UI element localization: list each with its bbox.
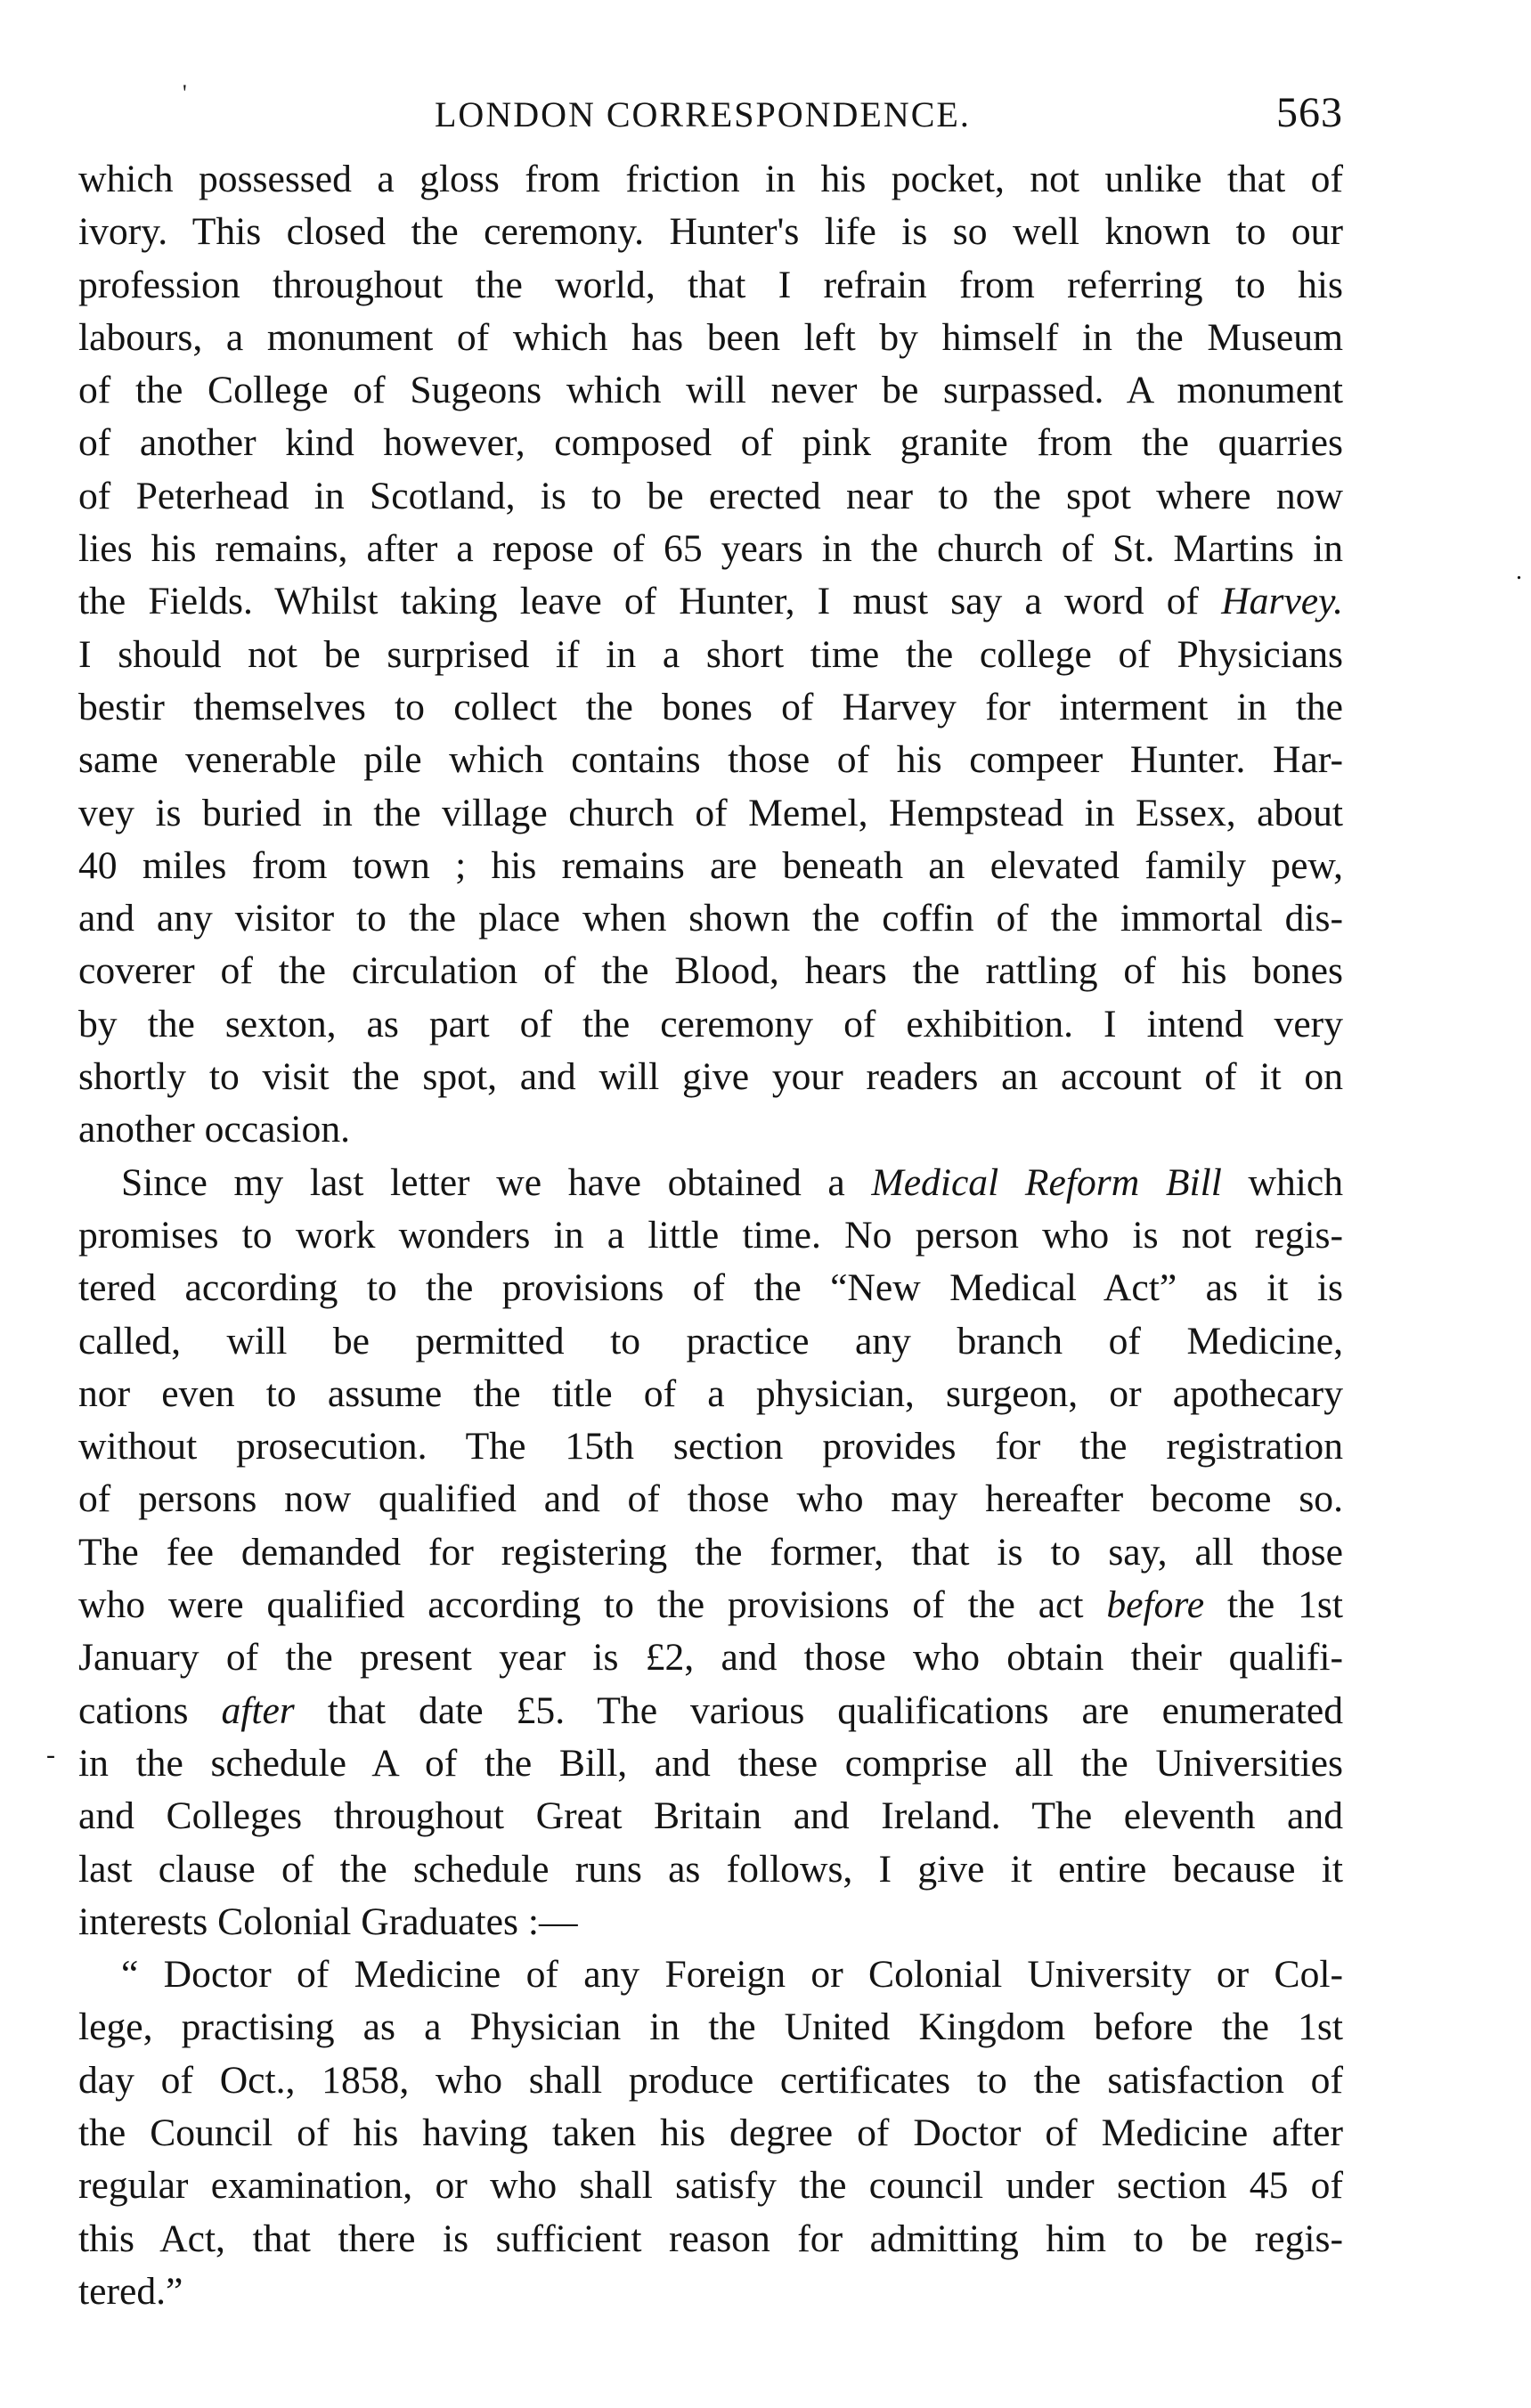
text-segment: cations bbox=[78, 1688, 222, 1732]
text-line: of the College of Sugeons which will never be surpassed. A monument bbox=[78, 369, 1343, 412]
text-line: lege, practising as a Physician in the United Kingdom before the 1st bbox=[78, 2005, 1343, 2049]
text-segment: that date £5. The various qualifications are enumerated bbox=[294, 1688, 1343, 1732]
text-line: profession throughout the world, that I refrain from referring to his bbox=[78, 263, 1343, 306]
top-margin-mark: ' bbox=[183, 80, 187, 106]
text-segment: who were qualified according to the provisions of the act bbox=[78, 1583, 1107, 1627]
text-line: without prosecution. The 15th section provides for the registration bbox=[78, 1425, 1343, 1468]
text-line bbox=[78, 1579, 1343, 1631]
text-line: regular examination, or who shall satisfy the council under section 45 of bbox=[78, 2164, 1343, 2208]
left-margin-mark: - bbox=[46, 1740, 55, 1769]
text-line bbox=[78, 575, 1343, 628]
text-line: January of the present year is £2, and those who obtain their qualifi- bbox=[78, 1636, 1343, 1680]
italic-text: before bbox=[1106, 1583, 1205, 1627]
text-line: last clause of the schedule runs as follows, I give it entire because it bbox=[78, 1847, 1343, 1891]
italic-text: after bbox=[221, 1688, 295, 1732]
text-line: bestir themselves to collect the bones of Harvey for interment in the bbox=[78, 685, 1343, 728]
text-line: labours, a monument of which has been left by himself in the Museum bbox=[78, 315, 1343, 359]
right-margin-mark: . bbox=[1516, 557, 1522, 585]
text-line: The fee demanded for registering the former, that is to say, all those bbox=[78, 1530, 1343, 1574]
text-line: in the schedule A of the Bill, and these comprise all the Universities bbox=[78, 1741, 1343, 1785]
text-line: another occasion. bbox=[78, 1108, 351, 1151]
text-line: 40 miles from town ; his remains are beneath an elevated family pew, bbox=[78, 843, 1343, 887]
text-line: this Act, that there is sufficient reason for admitting him to be regis- bbox=[78, 2217, 1343, 2260]
text-line: called, will be permitted to practice any branch of Medicine, bbox=[78, 1319, 1343, 1363]
text-line: and any visitor to the place when shown the coffin of the immortal dis- bbox=[78, 897, 1343, 940]
text-line: of another kind however, composed of pink granite from the quarries bbox=[78, 421, 1343, 465]
text-line: interests Colonial Graduates :— bbox=[78, 1900, 578, 1943]
text-line: promises to work wonders in a little time. No person who is not regis- bbox=[78, 1213, 1343, 1257]
text-segment: Since my last letter we have obtained a bbox=[121, 1160, 872, 1204]
text-line: which possessed a gloss from friction in his pocket, not unlike that of bbox=[78, 158, 1343, 200]
text-line: lies his remains, after a repose of 65 years in the church of St. Martins in bbox=[78, 527, 1343, 571]
italic-text: Medical Reform Bill bbox=[871, 1160, 1222, 1204]
text-line bbox=[78, 1685, 1343, 1737]
page-number: 563 bbox=[1276, 89, 1343, 136]
text-segment: which bbox=[1221, 1160, 1343, 1204]
running-head: LONDON CORRESPONDENCE. bbox=[435, 94, 971, 134]
text-line: vey is buried in the village church of Memel, Hempstead in Essex, about bbox=[78, 791, 1343, 834]
text-line: tered.” bbox=[78, 2269, 183, 2313]
text-line: of Peterhead in Scotland, is to be erected near to the spot where now bbox=[78, 474, 1343, 517]
text-line: coverer of the circulation of the Blood, hears the rattling of his bones bbox=[78, 949, 1343, 993]
text-line: I should not be surprised if in a short time the college of Physicians bbox=[78, 632, 1343, 676]
text-segment: the Fields. Whilst taking leave of Hunter, I must say a word of bbox=[78, 580, 1222, 623]
text-line: same venerable pile which contains those of his compeer Hunter. Har- bbox=[78, 738, 1343, 782]
text-line: “ Doctor of Medicine of any Foreign or Colonial University or Col- bbox=[121, 1953, 1343, 1997]
page-header bbox=[78, 89, 1343, 147]
text-line: nor even to assume the title of a physician, surgeon, or apothecary bbox=[78, 1371, 1343, 1415]
text-line: tered according to the provisions of the “New Medical Act” as it is bbox=[78, 1266, 1343, 1310]
text-line: by the sexton, as part of the ceremony of exhibition. I intend very bbox=[78, 1002, 1343, 1045]
text-line: shortly to visit the spot, and will give your readers an account of it on bbox=[78, 1055, 1343, 1099]
text-line: day of Oct., 1858, who shall produce certificates to the satisfaction of bbox=[78, 2058, 1343, 2102]
italic-text: Harvey. bbox=[1221, 580, 1343, 623]
text-line: and Colleges throughout Great Britain and Ireland. The eleventh and bbox=[78, 1794, 1343, 1838]
text-segment: the 1st bbox=[1204, 1583, 1343, 1627]
text-line: of persons now qualified and of those who may hereafter become so. bbox=[78, 1477, 1343, 1521]
text-line: ivory. This closed the ceremony. Hunter's life is so well known to our bbox=[78, 210, 1343, 254]
text-line bbox=[78, 1157, 1343, 1209]
text-line: the Council of his having taken his degree of Doctor of Medicine after bbox=[78, 2111, 1343, 2154]
article-body bbox=[78, 153, 1343, 2318]
